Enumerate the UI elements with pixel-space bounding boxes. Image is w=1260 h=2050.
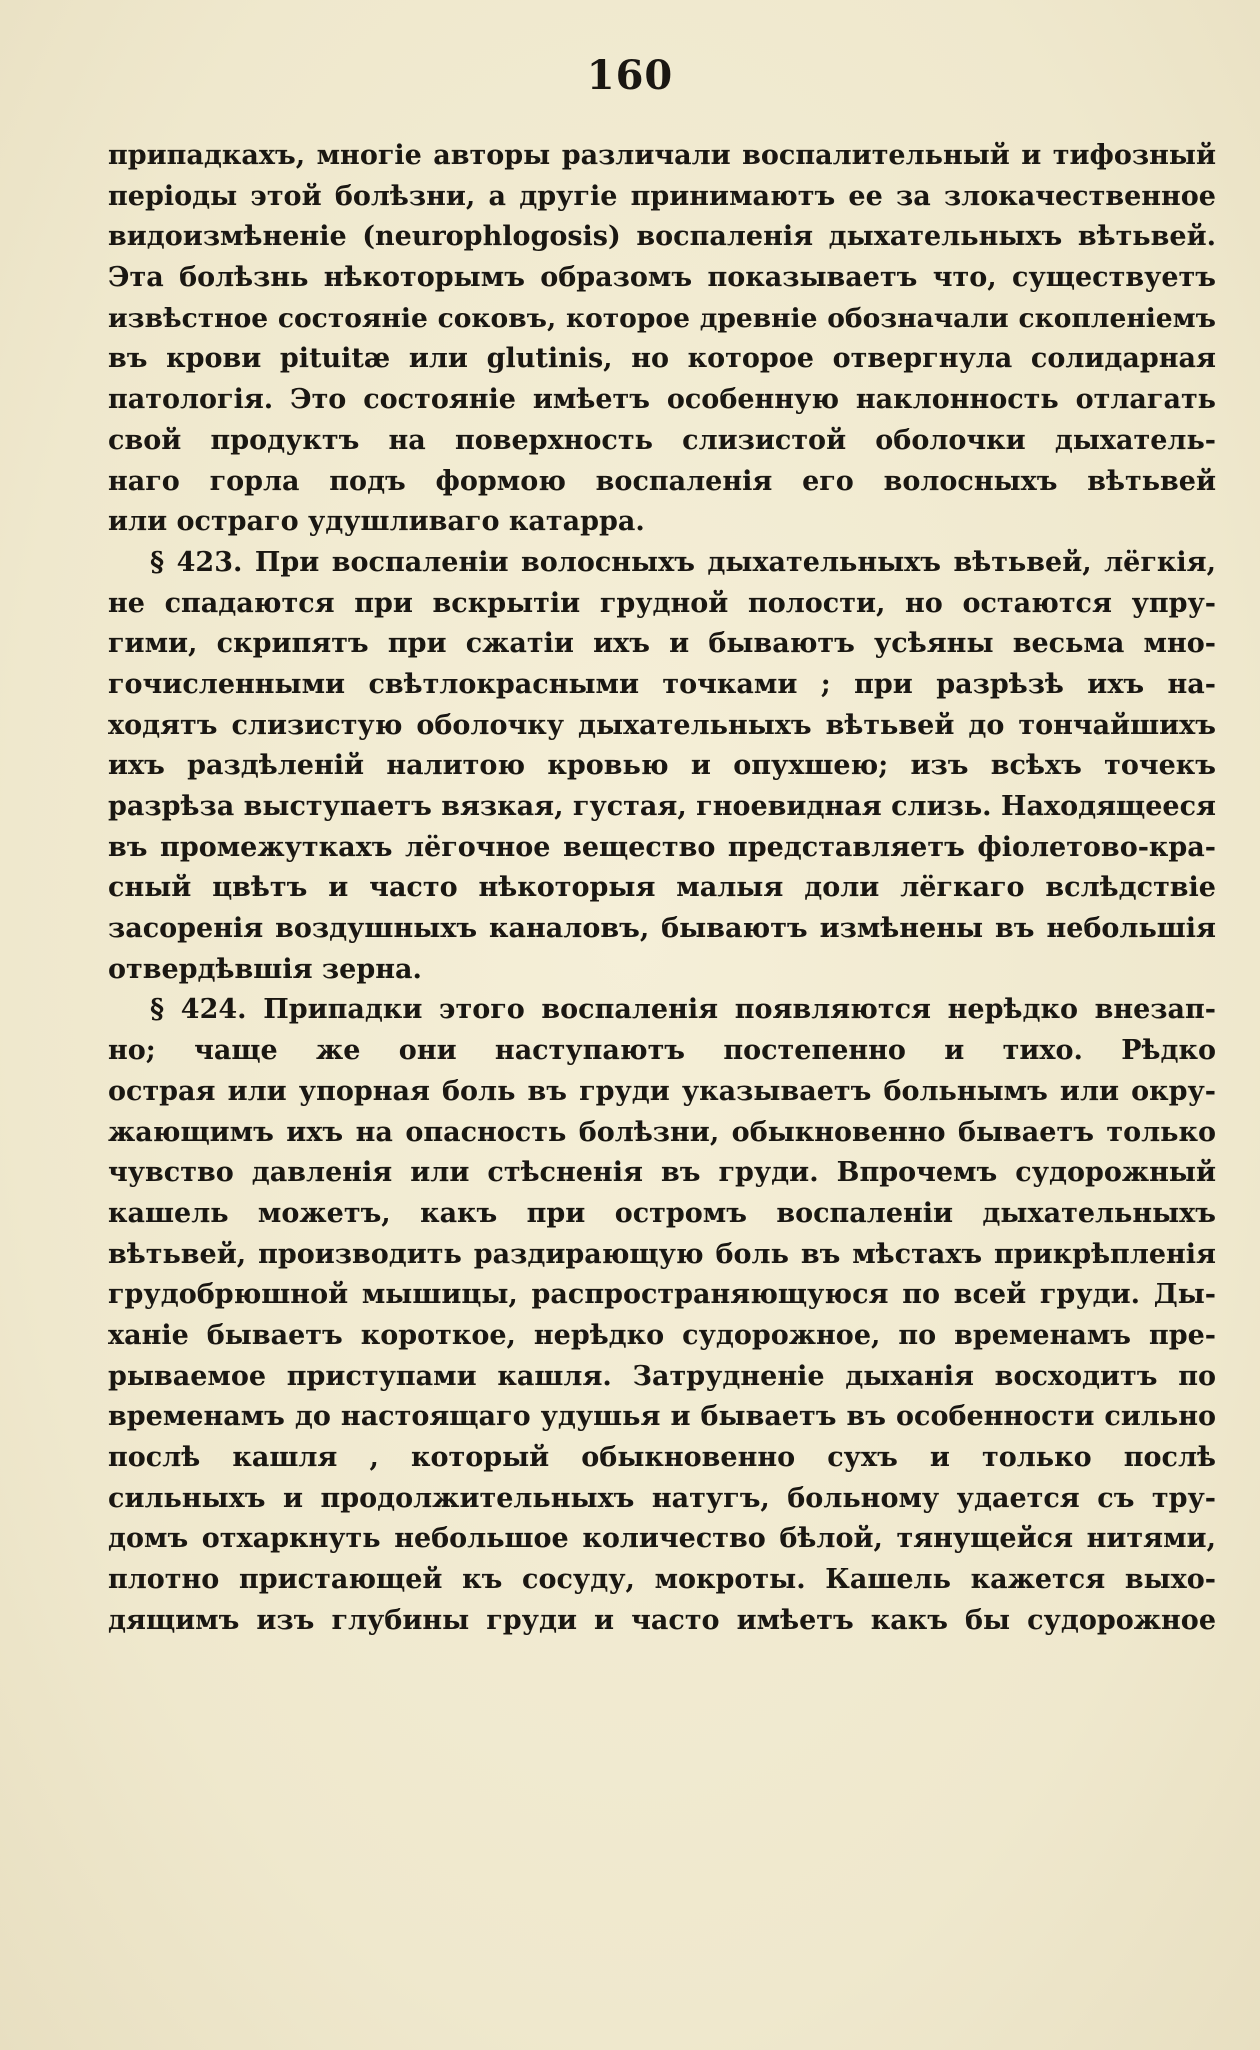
- text-line: ханіе бываетъ короткое, нерѣдко судорожное, по временамъ пре-: [108, 1319, 1216, 1351]
- text-line: ходятъ слизистую оболочку дыхательныхъ вѣтьвей до тончайшихъ: [108, 709, 1216, 741]
- text-line: грудобрюшной мышицы, распространяющуюся по всей груди. Ды-: [108, 1279, 1216, 1311]
- body-text: [108, 136, 1216, 1641]
- text-line: временамъ до настоящаго удушья и бываетъ въ особенности сильно: [108, 1401, 1216, 1433]
- page-number: 160: [586, 52, 674, 99]
- text-line: сильныхъ и продолжительныхъ натугъ, больному удается съ тру-: [108, 1482, 1216, 1514]
- text-line: припадкахъ, многіе авторы различали воспалительный и тифозный: [108, 140, 1216, 171]
- text-line: вѣтьвей, производить раздирающую боль въ мѣстахъ прикрѣпленія: [108, 1238, 1216, 1270]
- text-line: плотно пристающей къ сосуду, мокроты. Кашель кажется выхо-: [108, 1564, 1216, 1596]
- text-line: послѣ кашля , который обыкновенно сухъ и только послѣ: [108, 1442, 1216, 1473]
- text-line: кашель можетъ, какъ при остромъ воспаленіи дыхательныхъ: [108, 1197, 1216, 1229]
- text-line: ихъ раздѣленій налитою кровью и опухшею; изъ всѣхъ точекъ: [108, 750, 1216, 782]
- text-line: гими, скрипятъ при сжатіи ихъ и бываютъ усѣяны весьма мно-: [108, 628, 1216, 660]
- text-line: свой продуктъ на поверхность слизистой оболочки дыхатель-: [108, 424, 1216, 456]
- text-line: разрѣза выступаетъ вязкая, густая, гноевидная слизь. Находящееся: [108, 791, 1216, 822]
- text-line: или остраго удушливаго катарра.: [108, 506, 645, 538]
- text-line: Эта болѣзнь нѣкоторымъ образомъ показываетъ что, существуетъ: [108, 262, 1216, 294]
- text-line: извѣстное состояніе соковъ, которое древніе обозначали скопленіемъ: [108, 302, 1216, 334]
- text-line: жающимъ ихъ на опасность болѣзни, обыкновенно бываетъ только: [108, 1116, 1216, 1148]
- text-line: дящимъ изъ глубины груди и часто имѣетъ какъ бы судорожное: [108, 1604, 1216, 1636]
- text-line: періоды этой болѣзни, а другіе принимаютъ ее за злокачественное: [108, 180, 1216, 212]
- text-line: рываемое приступами кашля. Затрудненіе дыханія восходитъ по: [108, 1360, 1216, 1392]
- text-line: видоизмѣненіе (neurophlogosis) воспаленія дыхательныхъ вѣтьвей.: [108, 221, 1216, 253]
- text-line: наго горла подъ формою воспаленія его волосныхъ вѣтьвей: [108, 465, 1216, 497]
- text-line: § 424. Припадки этого воспаленія появляются нерѣдко внезап-: [150, 994, 1216, 1026]
- text-line: но; чаще же они наступаютъ постепенно и тихо. Рѣдко: [108, 1035, 1216, 1067]
- text-line: § 423. При воспаленіи волосныхъ дыхательныхъ вѣтьвей, лёгкія,: [150, 546, 1216, 578]
- text-line: острая или упорная боль въ груди указываетъ больнымъ или окру-: [108, 1075, 1216, 1107]
- text-line: въ промежуткахъ лёгочное вещество представляетъ фіолетово-кра-: [108, 831, 1216, 863]
- text-line: въ крови pituitæ или glutinis, но которое отвергнула солидарная: [108, 343, 1216, 375]
- text-line: отвердѣвшія зерна.: [108, 953, 422, 985]
- text-line: сный цвѣтъ и часто нѣкоторыя малыя доли лёгкаго вслѣдствіе: [108, 872, 1216, 904]
- text-line: засоренія воздушныхъ каналовъ, бываютъ измѣнены въ небольшія: [108, 913, 1216, 945]
- text-line: гочисленными свѣтлокрасными точками ; при разрѣзѣ ихъ на-: [108, 668, 1216, 700]
- text-line: домъ отхаркнуть небольшое количество бѣлой, тянущейся нитями,: [108, 1523, 1216, 1555]
- text-line: чувство давленія или стѣсненія въ груди. Впрочемъ судорожный: [108, 1157, 1216, 1189]
- text-line: не спадаются при вскрытіи грудной полости, но остаются упру-: [108, 587, 1216, 619]
- text-line: патологія. Это состояніе имѣетъ особенную наклонность отлагать: [108, 384, 1216, 416]
